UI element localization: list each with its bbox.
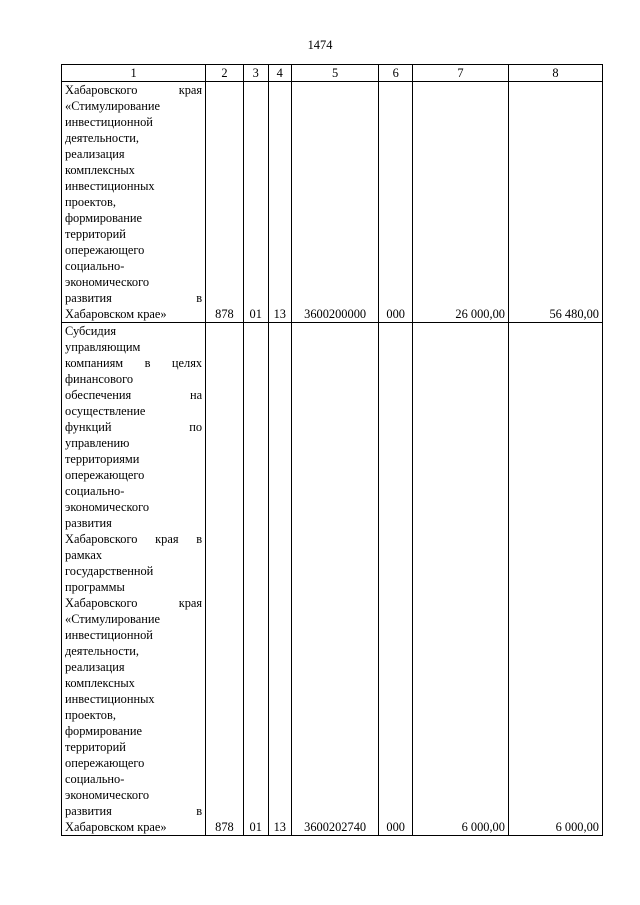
name-line: Хабаровском крае» xyxy=(65,820,167,834)
name-line: управляющим xyxy=(65,340,141,354)
target-article-cell: 3600202740 xyxy=(291,323,379,836)
column-header: 8 xyxy=(508,65,602,82)
name-line: инвестиционной xyxy=(65,628,153,642)
name-line: экономического xyxy=(65,275,150,289)
name-line: «Стимулирование xyxy=(65,612,160,626)
name-line: опережающего xyxy=(65,243,145,257)
row-name-cell xyxy=(62,323,206,836)
column-header: 6 xyxy=(379,65,412,82)
subsection-code-cell: 13 xyxy=(268,82,291,323)
name-line: опережающего xyxy=(65,468,145,482)
name-line: территорий xyxy=(65,740,126,754)
section-code-cell: 01 xyxy=(243,323,268,836)
table-row xyxy=(62,82,603,323)
name-line: Хабаровского края xyxy=(65,596,203,610)
name-line: деятельности, xyxy=(65,644,140,658)
name-line: программы xyxy=(65,580,125,594)
name-line: территориями xyxy=(65,452,140,466)
section-code-cell: 01 xyxy=(243,82,268,323)
name-line: компаниям в целях xyxy=(65,356,203,370)
name-line: обеспечения на xyxy=(65,388,203,402)
column-header: 5 xyxy=(291,65,379,82)
name-line: деятельности, xyxy=(65,131,140,145)
name-line: формирование xyxy=(65,211,143,225)
name-line: государственной xyxy=(65,564,154,578)
table-row xyxy=(62,323,603,836)
name-line: реализация xyxy=(65,147,125,161)
name-line: управлению xyxy=(65,436,130,450)
subsection-code-cell: 13 xyxy=(268,323,291,836)
amount-cell: 6 000,00 xyxy=(508,323,602,836)
name-line: финансового xyxy=(65,372,134,386)
name-line: территорий xyxy=(65,227,126,241)
column-header: 2 xyxy=(206,65,244,82)
ministry-code-cell: 878 xyxy=(206,82,244,323)
name-line: рамках xyxy=(65,548,103,562)
name-line: Хабаровском крае» xyxy=(65,307,167,321)
expense-type-cell: 000 xyxy=(379,82,412,323)
name-line: формирование xyxy=(65,724,143,738)
table-header-row xyxy=(62,65,603,82)
column-header: 4 xyxy=(268,65,291,82)
ministry-code-cell: 878 xyxy=(206,323,244,836)
name-line: Субсидия xyxy=(65,324,117,338)
name-line: проектов, xyxy=(65,195,116,209)
name-line: развития в xyxy=(65,804,203,818)
page-number: 1474 xyxy=(307,38,333,52)
name-line: экономического xyxy=(65,788,150,802)
name-line: функций по xyxy=(65,420,203,434)
column-header: 1 xyxy=(62,65,206,82)
name-line: реализация xyxy=(65,660,125,674)
name-line: социально- xyxy=(65,772,125,786)
amount-cell: 56 480,00 xyxy=(508,82,602,323)
name-line: инвестиционных xyxy=(65,692,155,706)
name-line: комплексных xyxy=(65,676,135,690)
expense-type-cell: 000 xyxy=(379,323,412,836)
name-line: Хабаровского края в xyxy=(65,532,203,546)
name-line: «Стимулирование xyxy=(65,99,160,113)
name-line: комплексных xyxy=(65,163,135,177)
amount-cell: 6 000,00 xyxy=(412,323,508,836)
name-line: развития в xyxy=(65,291,203,305)
name-line: социально- xyxy=(65,484,125,498)
budget-table xyxy=(61,64,603,836)
row-name-cell xyxy=(62,82,206,323)
name-line: инвестиционных xyxy=(65,179,155,193)
column-header: 7 xyxy=(412,65,508,82)
target-article-cell: 3600200000 xyxy=(291,82,379,323)
amount-cell: 26 000,00 xyxy=(412,82,508,323)
name-line: опережающего xyxy=(65,756,145,770)
name-line: социально- xyxy=(65,259,125,273)
name-line: проектов, xyxy=(65,708,116,722)
name-line: осуществление xyxy=(65,404,146,418)
name-line: инвестиционной xyxy=(65,115,153,129)
name-line: Хабаровского края xyxy=(65,83,203,97)
name-line: развития xyxy=(65,516,112,530)
column-header: 3 xyxy=(243,65,268,82)
name-line: экономического xyxy=(65,500,150,514)
